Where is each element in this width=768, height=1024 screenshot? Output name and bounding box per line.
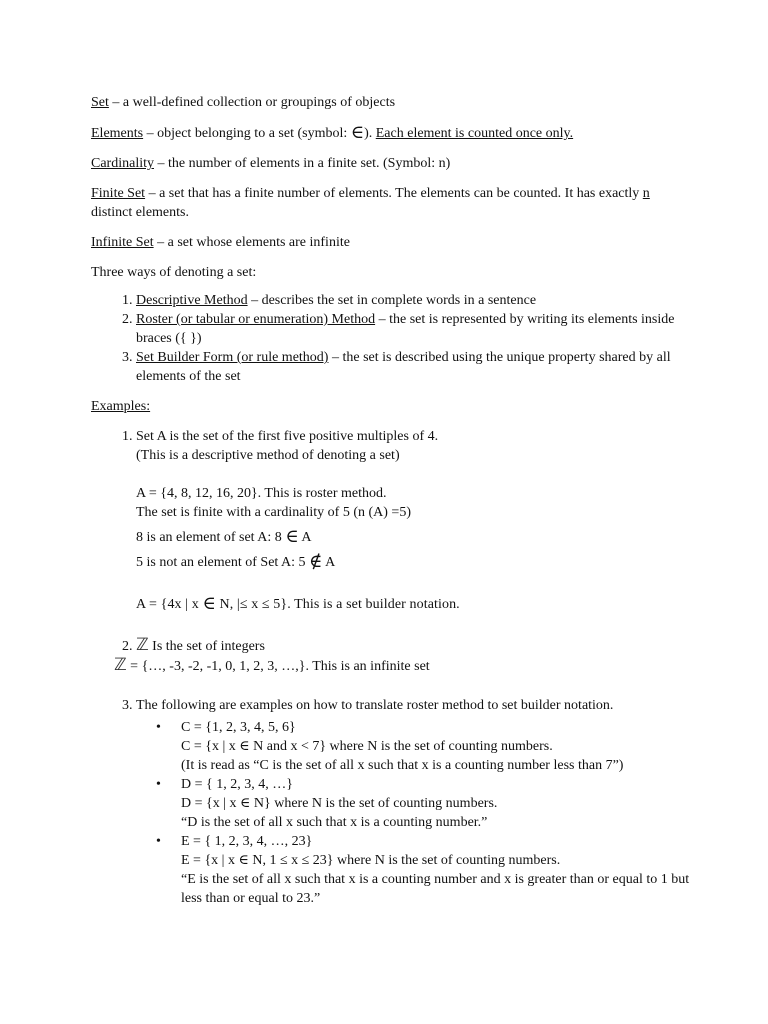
- example2-line2: [114, 656, 691, 676]
- bullet-line1: • D = { 1, 2, 3, 4, …}: [181, 777, 293, 792]
- bullet-line1: • E = { 1, 2, 3, 4, …, 23}: [181, 834, 313, 849]
- bullet-line2: D = {x | x ∈ N} where N is the set of counting numbers.: [181, 796, 498, 811]
- example1-line7-b: N, |≤ x ≤ 5}. This is a set builder notation.: [215, 597, 460, 612]
- not-element-of-symbol: ∉: [309, 551, 323, 571]
- term-set: Set: [91, 95, 109, 110]
- method-text: – describes the set in complete words in a sentence: [247, 293, 537, 308]
- bullet-line1: • C = {1, 2, 3, 4, 5, 6}: [181, 720, 296, 735]
- def-cardinality: [91, 154, 691, 173]
- term-finite-set: Finite Set: [91, 186, 146, 201]
- bullet-line2: C = {x | x ∈ N and x < 7} where N is the set of counting numbers.: [181, 739, 553, 754]
- def-elements: [91, 123, 691, 143]
- examples-list: [91, 427, 691, 908]
- def-infinite-set: [91, 233, 691, 252]
- def-finite-set: [91, 184, 691, 222]
- list-item: [181, 718, 691, 775]
- method-item: [136, 348, 691, 386]
- example1-line7-a: A = {4x | x: [136, 597, 203, 612]
- def-infinite-text: – a set whose elements are infinite: [153, 235, 350, 250]
- example3-intro: 3. The following are examples on how to translate roster method to set builder notation.: [136, 698, 614, 713]
- methods-list: [91, 291, 691, 386]
- example-1: [136, 427, 691, 636]
- bullet-line2: E = {x | x ∈ N, 1 ≤ x ≤ 23} where N is the set of counting numbers.: [181, 853, 561, 868]
- def-set: [91, 93, 691, 112]
- example1-line1: 1. Set A is the set of the first five positive multiples of 4.: [136, 429, 439, 444]
- term-elements: Elements: [91, 126, 144, 141]
- method-term: Set Builder Form (or rule method): [136, 350, 329, 365]
- bullet-line3: “E is the set of all x such that x is a counting number and x is greater than or equal to 1 but less than or equal to 23.”: [181, 872, 690, 906]
- example-2: [114, 635, 691, 696]
- term-infinite-set: Infinite Set: [91, 235, 154, 250]
- example1-line4: The set is finite with a cardinality of 5 (n (A) =5): [136, 505, 411, 520]
- integers-symbol: ℤ: [114, 655, 127, 675]
- example1-line5-b: A: [298, 530, 312, 545]
- ways-intro: Three ways of denoting a set:: [91, 265, 257, 280]
- def-elements-note: Each element is counted once only.: [375, 126, 574, 141]
- example3-bullets: [136, 718, 691, 908]
- example1-line6-a: 5 is not an element of Set A: 5: [136, 555, 310, 570]
- element-of-symbol: ∈: [202, 593, 216, 613]
- example1-line7: [136, 594, 691, 614]
- def-cardinality-text: – the number of elements in a finite set. (Symbol: n): [154, 156, 451, 171]
- example1-line5: [136, 527, 691, 547]
- def-elements-text-b: ).: [364, 126, 376, 141]
- method-item: [136, 310, 691, 348]
- method-term: Descriptive Method: [136, 293, 248, 308]
- bullet-line3: “D is the set of all x such that x is a counting number.”: [181, 815, 488, 830]
- example2-line1-text: Is the set of integers: [148, 639, 265, 654]
- element-of-symbol: ∈: [350, 122, 365, 142]
- example1-line5-a: 8 is an element of set A: 8: [136, 530, 286, 545]
- example2-line2-text: = {…, -3, -2, -1, 0, 1, 2, 3, …,}. This is an infinite set: [126, 659, 430, 674]
- method-text: – the set is represented by writing its elements inside braces ({ }): [136, 312, 675, 346]
- document-page: [91, 93, 691, 908]
- def-finite-text-a: – a set that has a finite number of elements. The elements can be counted. It has exactly: [145, 186, 643, 201]
- example1-line2: (This is a descriptive method of denoting a set): [136, 448, 400, 463]
- bullet-line3: (It is read as “C is the set of all x such that x is a counting number less than 7”): [181, 758, 624, 773]
- def-set-text: – a well-defined collection or groupings of objects: [108, 95, 396, 110]
- example2-line1: [136, 636, 691, 656]
- element-of-symbol: ∈: [285, 526, 299, 546]
- def-elements-text-a: – object belonging to a set (symbol:: [143, 126, 351, 141]
- def-finite-text-b: distinct elements.: [91, 205, 189, 220]
- finite-n: n: [642, 186, 650, 201]
- term-cardinality: Cardinality: [91, 156, 154, 171]
- integers-symbol: ℤ: [136, 635, 149, 655]
- example1-line6-b: A: [322, 555, 336, 570]
- example1-line3: A = {4, 8, 12, 16, 20}. This is roster method.: [136, 486, 387, 501]
- list-item: [181, 775, 691, 832]
- examples-heading: Examples:: [91, 399, 151, 414]
- list-item: [181, 832, 691, 908]
- example1-line6: [136, 552, 691, 572]
- method-text: – the set is described using the unique property shared by all elements of the set: [136, 350, 671, 384]
- method-term: Roster (or tabular or enumeration) Method: [136, 312, 376, 327]
- example-3: [136, 696, 691, 908]
- method-item: [136, 291, 691, 310]
